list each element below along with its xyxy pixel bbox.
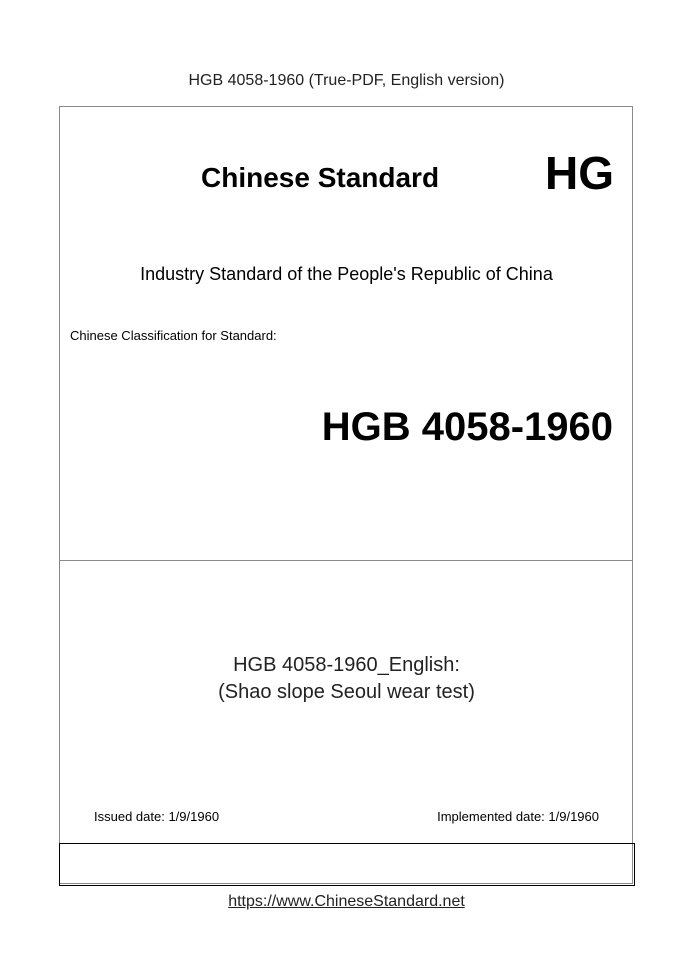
english-title [0, 652, 693, 706]
english-title-line-2: (Shao slope Seoul wear test) [218, 681, 475, 703]
bottom-empty-box [59, 843, 635, 886]
issued-date: Issued date: 1/9/1960 [94, 809, 220, 824]
section-divider [59, 560, 633, 561]
brand-title: Chinese Standard [201, 162, 440, 193]
document-header-title: HGB 4058-1960 (True-PDF, English version) [188, 72, 505, 89]
classification-label: Chinese Classification for Standard: [70, 328, 277, 343]
standard-code: HG [545, 147, 614, 199]
implemented-date: Implemented date: 1/9/1960 [437, 809, 599, 824]
industry-subtitle: Industry Standard of the People's Republic of China [140, 264, 553, 284]
cover-frame [59, 106, 633, 884]
standard-number: HGB 4058-1960 [321, 405, 613, 449]
english-title-line-1: HGB 4058-1960_English: [233, 654, 460, 676]
website-link[interactable]: https://www.ChineseStandard.net [228, 893, 465, 910]
